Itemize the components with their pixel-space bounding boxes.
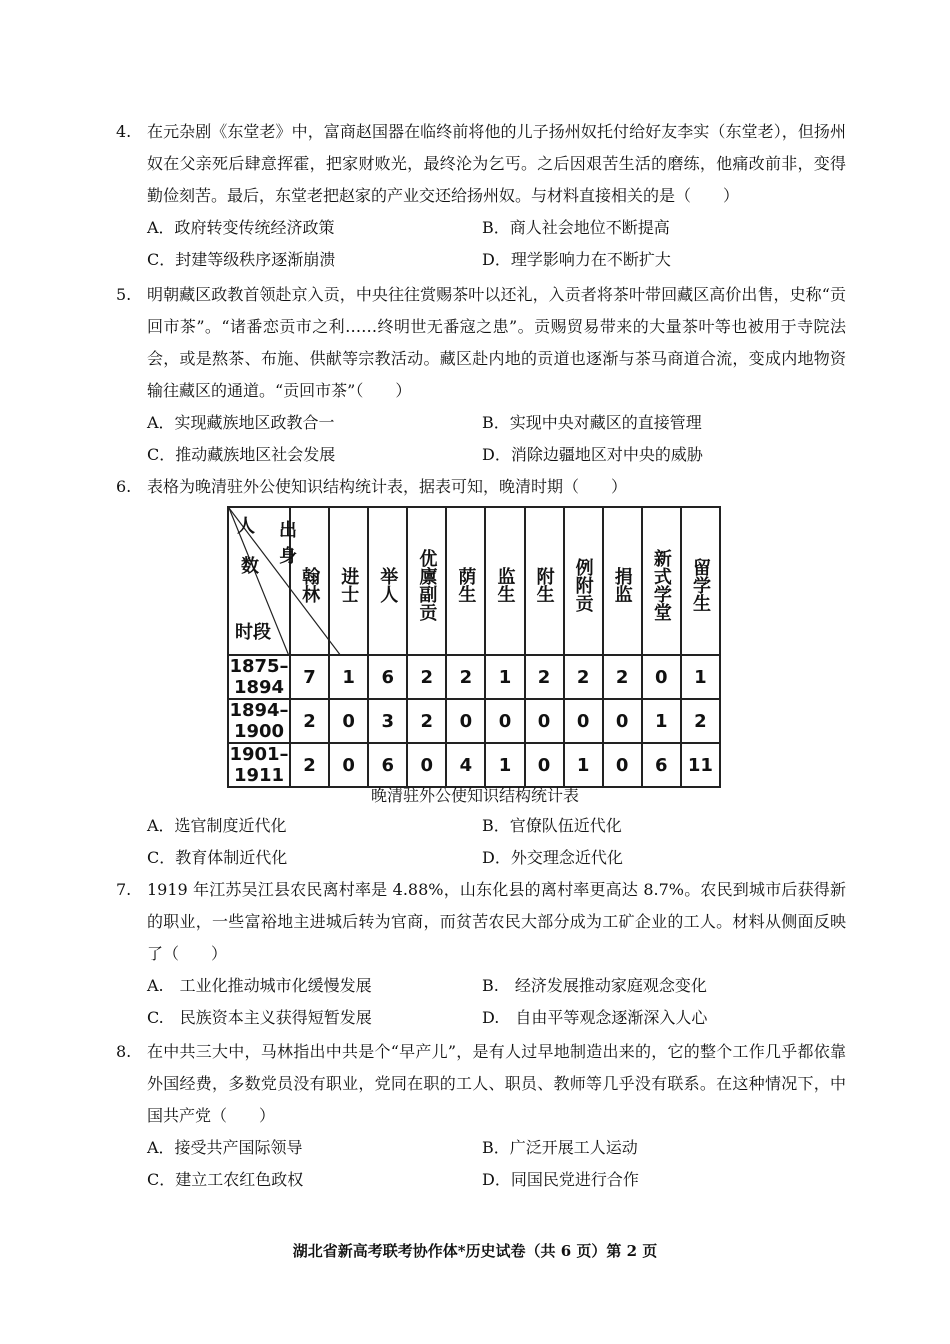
row-period: 1901–1911 xyxy=(229,744,289,786)
question-text: 在元杂剧《东堂老》中，富商赵国器在临终前将他的儿子扬州奴托付给好友李实（东堂老），但扬州奴在父亲死后肆意挥霍，把家财败光，最终沦为乞丐。之后因艰苦生活的磨练，他痛改前非，变得勤俭刻苦。最后，东堂老把赵家的产业交还给扬州奴。与材料直接相关的是（ ） xyxy=(147,122,846,205)
question-text: 在中共三大中，马林指出中共是个“早产儿”，是有人过早地制造出来的，它的整个工作几乎都依靠外国经费，多数党员没有职业，党同在职的工人、职员、教师等几乎没有联系。在这种情况下，中国共产党（ ） xyxy=(147,1042,846,1125)
column-header: 荫生 xyxy=(446,507,485,655)
table-cell: 0 xyxy=(564,699,603,743)
table-cell: 0 xyxy=(329,699,368,743)
option-a[interactable]: A．政府转变传统经济政策 xyxy=(147,218,335,237)
table-cell: 2 xyxy=(290,743,329,787)
options xyxy=(147,970,846,1034)
table-cell: 2 xyxy=(603,655,642,699)
table-cell: 1 xyxy=(485,743,524,787)
table-cell: 4 xyxy=(446,743,485,787)
option-c[interactable]: C．教育体制近代化 xyxy=(147,848,288,867)
row-period: 1875–1894 xyxy=(229,656,289,698)
column-header: 翰林 xyxy=(290,507,329,655)
question-number: 6. xyxy=(116,477,132,496)
table-cell: 2 xyxy=(407,699,446,743)
table-row xyxy=(228,655,720,699)
options xyxy=(147,212,846,276)
option-d[interactable]: D．理学影响力在不断扩大 xyxy=(482,250,671,269)
table-cell: 6 xyxy=(642,743,681,787)
table-cell: 6 xyxy=(368,743,407,787)
column-header: 举人 xyxy=(368,507,407,655)
column-header: 捐监 xyxy=(603,507,642,655)
option-d[interactable]: D．同国民党进行合作 xyxy=(482,1170,639,1189)
corner-label-count: 数 xyxy=(241,556,259,577)
column-header: 优廪副贡 xyxy=(407,507,446,655)
corner-label-people: 人 xyxy=(237,516,255,537)
table-cell: 11 xyxy=(681,743,720,787)
statistics-table xyxy=(227,506,721,788)
table-row xyxy=(228,699,720,743)
column-header: 例附贡 xyxy=(564,507,603,655)
table-cell: 0 xyxy=(603,743,642,787)
table-cell: 1 xyxy=(329,655,368,699)
option-b[interactable]: B. 经济发展推动家庭观念变化 xyxy=(482,976,707,995)
table-cell: 0 xyxy=(525,699,564,743)
table-cell: 0 xyxy=(485,699,524,743)
table-cell: 1 xyxy=(681,655,720,699)
table-cell: 0 xyxy=(446,699,485,743)
column-header: 进士 xyxy=(329,507,368,655)
table-corner-header xyxy=(228,507,297,655)
table-cell: 0 xyxy=(407,743,446,787)
question-6-options xyxy=(116,810,846,874)
question-number: 7. xyxy=(116,880,132,899)
option-d[interactable]: D．消除边疆地区对中央的威胁 xyxy=(482,445,703,464)
table-cell: 1 xyxy=(485,655,524,699)
page-footer: 湖北省新高考联考协作体*历史试卷（共 6 页）第 2 页 xyxy=(292,1242,658,1260)
table-cell: 2 xyxy=(290,699,329,743)
table-cell: 2 xyxy=(525,655,564,699)
table-cell: 0 xyxy=(603,699,642,743)
options xyxy=(147,407,846,471)
column-header: 留学生 xyxy=(681,507,720,655)
question-number: 5. xyxy=(116,285,132,304)
question-number: 4. xyxy=(116,122,132,141)
row-period: 1894–1900 xyxy=(229,700,289,742)
option-a[interactable]: A．选官制度近代化 xyxy=(147,816,287,835)
question-4 xyxy=(116,116,846,276)
question-text: 1919 年江苏吴江县农民离村率是 4.88%，山东化县的离村率更高达 8.7%。农民到城市后获得新的职业，一些富裕地主进城后转为官商，而贫苦农民大部分成为工矿企业的工人。材料从侧面反映了（ ） xyxy=(147,880,846,963)
option-c[interactable]: C．封建等级秩序逐渐崩溃 xyxy=(147,250,336,269)
question-5 xyxy=(116,279,846,471)
table-cell: 7 xyxy=(290,655,329,699)
question-text: 表格为晚清驻外公使知识结构统计表，据表可知，晚清时期（ ） xyxy=(147,477,628,496)
table-cell: 2 xyxy=(564,655,603,699)
question-8 xyxy=(116,1036,846,1196)
table-cell: 0 xyxy=(329,743,368,787)
option-d[interactable]: D. 自由平等观念逐渐深入人心 xyxy=(482,1008,708,1027)
table-cell: 2 xyxy=(446,655,485,699)
table-cell: 3 xyxy=(368,699,407,743)
question-6 xyxy=(116,471,846,503)
option-b[interactable]: B．商人社会地位不断提高 xyxy=(482,218,670,237)
table-caption: 晚清驻外公使知识结构统计表 xyxy=(370,786,579,805)
option-b[interactable]: B．实现中央对藏区的直接管理 xyxy=(482,413,702,432)
option-b[interactable]: B．广泛开展工人运动 xyxy=(482,1138,638,1157)
column-header: 附生 xyxy=(525,507,564,655)
corner-label-period: 时段 xyxy=(235,622,271,643)
option-a[interactable]: A．实现藏族地区政教合一 xyxy=(147,413,335,432)
column-header: 新式学堂 xyxy=(642,507,681,655)
option-c[interactable]: C．推动藏族地区社会发展 xyxy=(147,445,336,464)
options xyxy=(147,1132,846,1196)
table-cell: 1 xyxy=(642,699,681,743)
option-d[interactable]: D．外交理念近代化 xyxy=(482,848,623,867)
question-text: 明朝藏区政教首领赴京入贡，中央往往赏赐茶叶以还礼，入贡者将茶叶带回藏区高价出售，史称“贡回市茶”。“诸番恋贡市之利……终明世无番寇之患”。贡赐贸易带来的大量茶叶等也被用于寺院法会，或是熬茶、布施、供献等宗教活动。藏区赴内地的贡道也逐渐与茶马商道合流，变成内地物资输往藏区的通道。“贡回市茶”（ ） xyxy=(147,285,846,400)
question-7 xyxy=(116,874,846,1034)
options xyxy=(147,810,846,874)
table-cell: 1 xyxy=(564,743,603,787)
option-c[interactable]: C. 民族资本主义获得短暂发展 xyxy=(147,1008,372,1027)
table-row xyxy=(228,743,720,787)
table-cell: 2 xyxy=(407,655,446,699)
column-header: 监生 xyxy=(485,507,524,655)
question-number: 8. xyxy=(116,1042,132,1061)
table-cell: 6 xyxy=(368,655,407,699)
corner-label-origin: 出身 xyxy=(279,520,297,567)
table-cell: 0 xyxy=(642,655,681,699)
option-c[interactable]: C．建立工农红色政权 xyxy=(147,1170,304,1189)
option-a[interactable]: A．接受共产国际领导 xyxy=(147,1138,303,1157)
option-a[interactable]: A. 工业化推动城市化缓慢发展 xyxy=(147,976,372,995)
option-b[interactable]: B．官僚队伍近代化 xyxy=(482,816,622,835)
table-cell: 2 xyxy=(681,699,720,743)
table-cell: 0 xyxy=(525,743,564,787)
